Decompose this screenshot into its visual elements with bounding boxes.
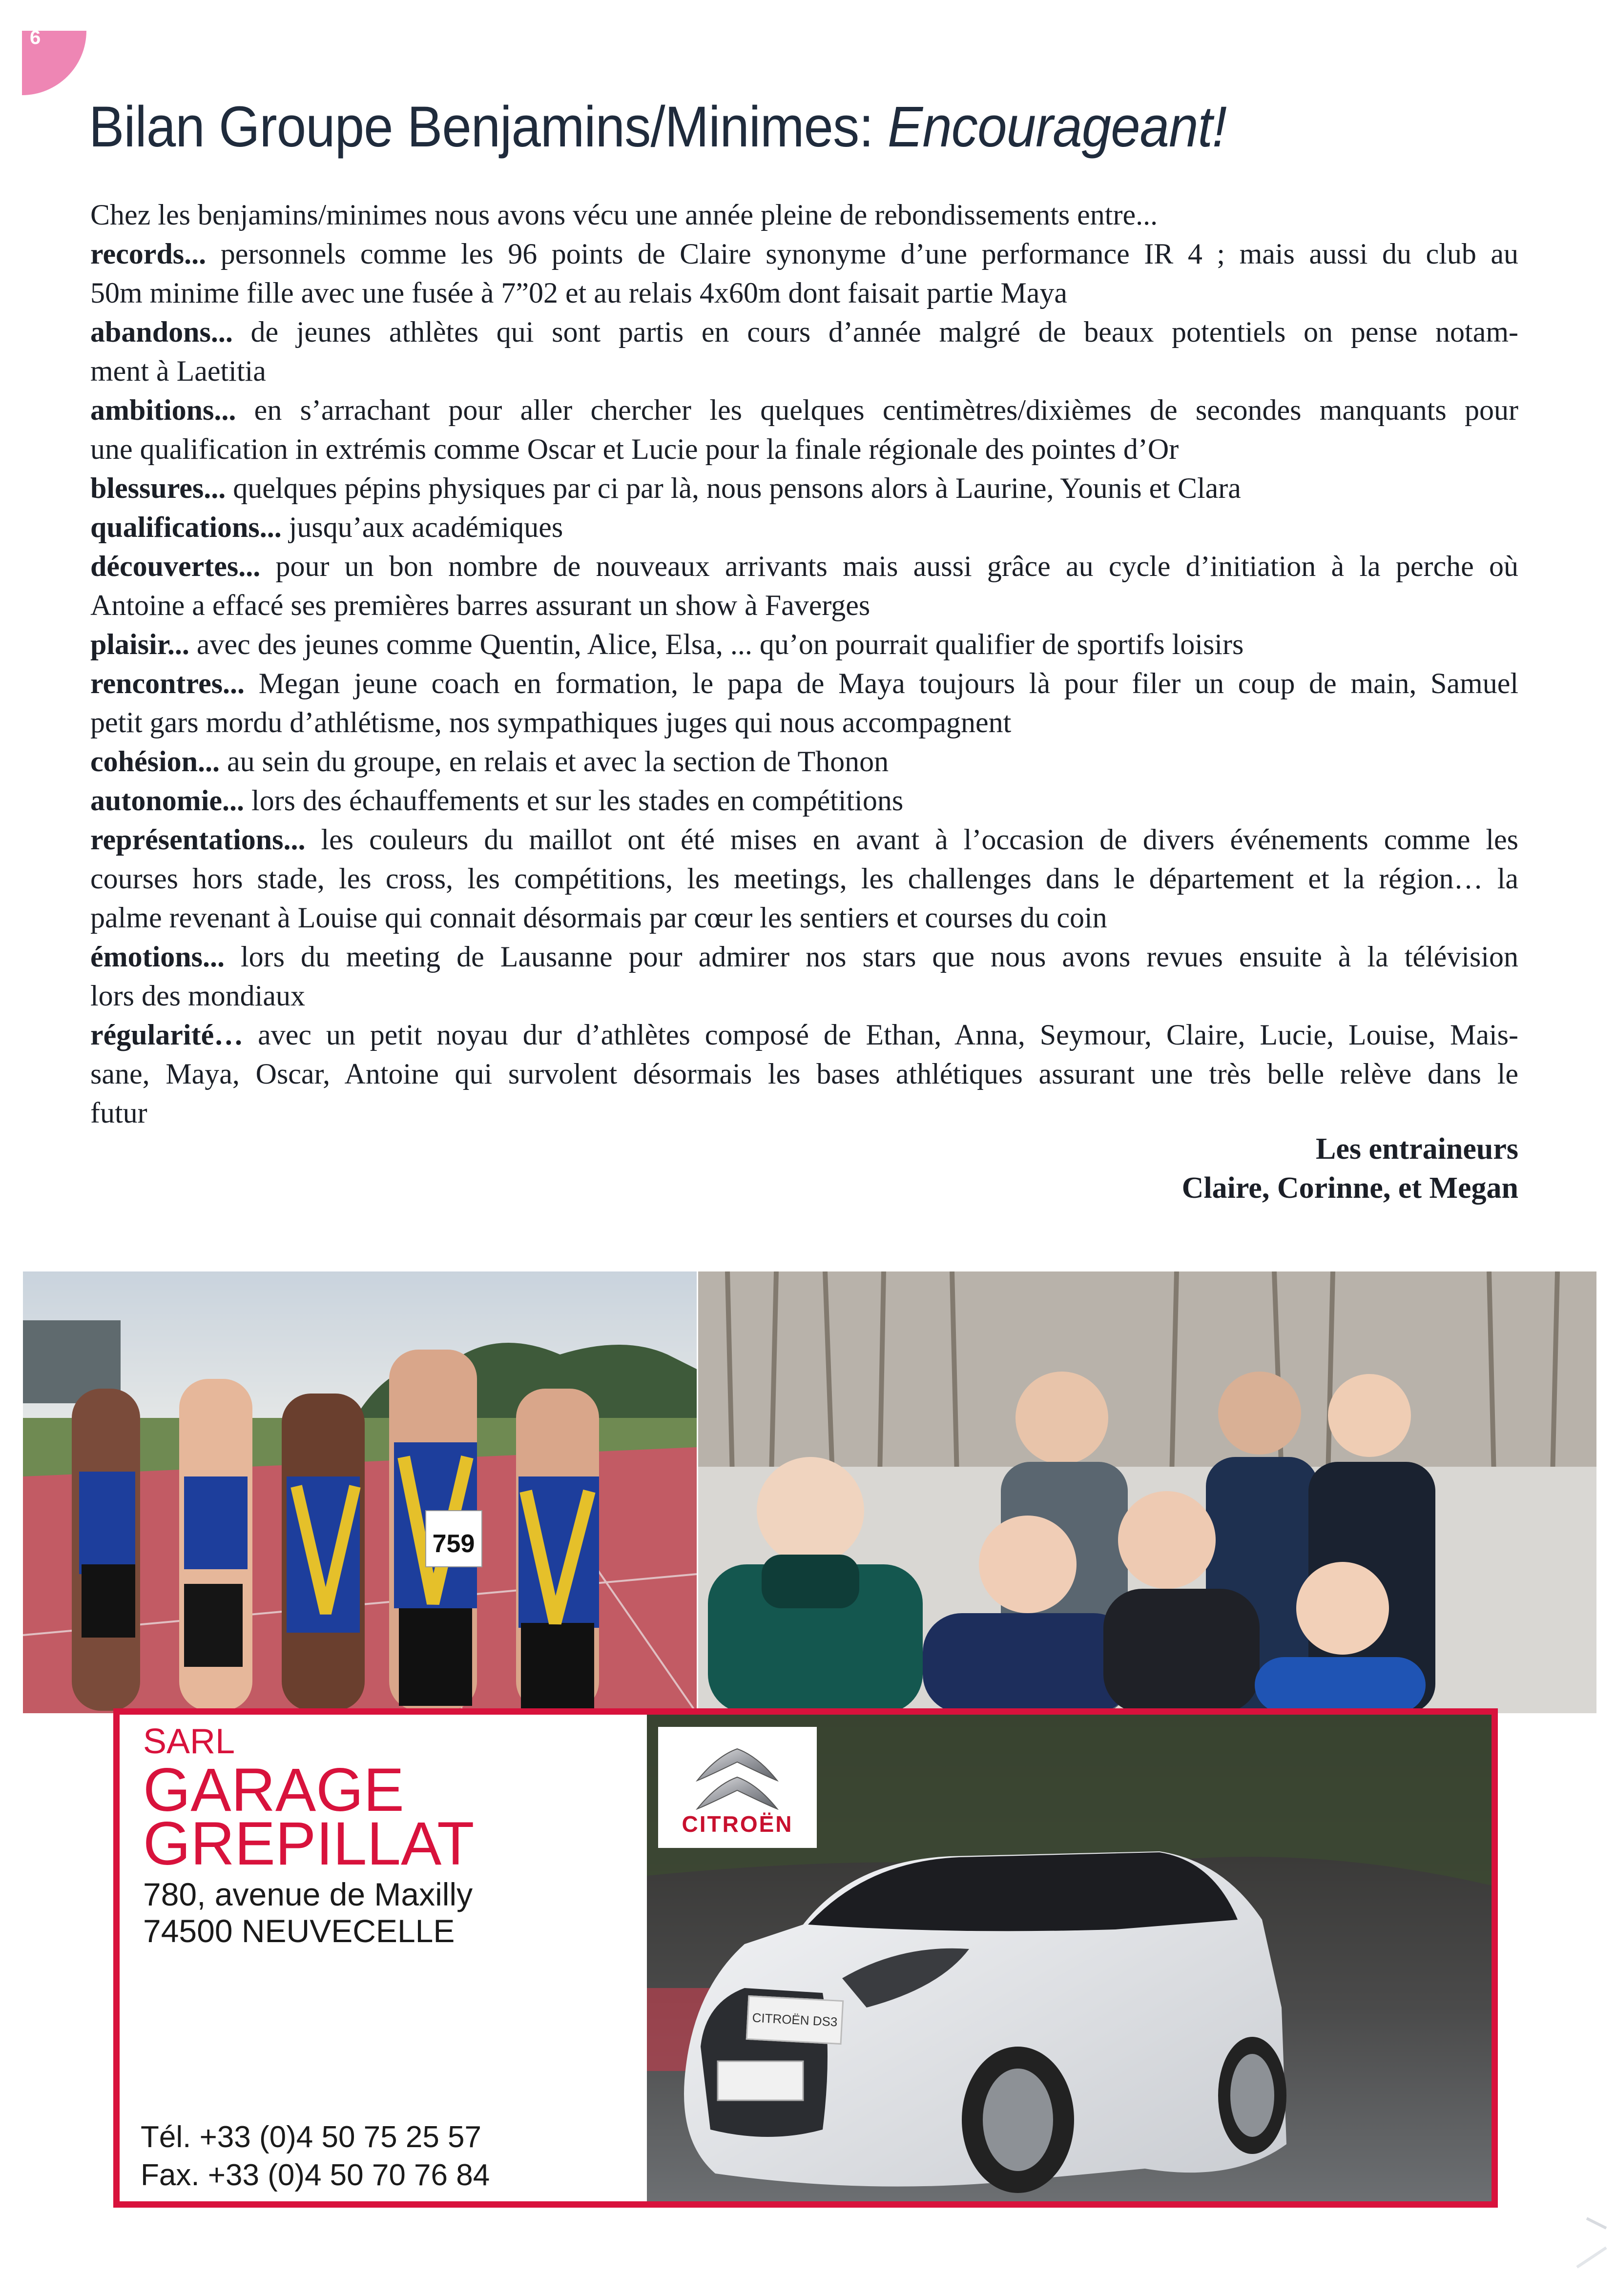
body-line-text: jusqu’aux académiques bbox=[281, 511, 563, 543]
body-line-keyword: abandons... bbox=[90, 316, 233, 348]
ad-company-type: SARL bbox=[143, 1722, 235, 1761]
body-line bbox=[90, 859, 1518, 898]
body-line-keyword: ambitions... bbox=[90, 394, 236, 426]
body-line-text: de jeunes athlètes qui sont partis en cours d’année malgré de beaux potentiels on pense notam- bbox=[232, 316, 1518, 348]
body-line-text: en s’arrachant pour aller chercher les quelques centimètres/dixièmes de secondes manquants pour bbox=[236, 394, 1518, 426]
body-line bbox=[90, 625, 1518, 664]
ad-company-name-line1: GARAGE bbox=[143, 1756, 404, 1824]
body-line bbox=[90, 234, 1518, 273]
body-line bbox=[90, 586, 1518, 625]
body-line bbox=[90, 664, 1518, 703]
body-line-text: lors du meeting de Lausanne pour admirer nos stars que nous avons revues ensuite à la télévision bbox=[224, 941, 1518, 973]
ad-car-photo bbox=[647, 1715, 1492, 2201]
body-line bbox=[90, 430, 1518, 469]
body-line-keyword: plaisir... bbox=[90, 628, 189, 660]
page-number: 6 bbox=[30, 31, 41, 48]
body-line bbox=[90, 508, 1518, 547]
ad-company-name-line2: GREPILLAT bbox=[143, 1810, 475, 1878]
body-line-keyword: rencontres... bbox=[90, 667, 245, 699]
body-line bbox=[90, 1054, 1518, 1093]
ad-phone: Tél. +33 (0)4 50 75 25 57 bbox=[141, 2120, 481, 2154]
citroen-logo bbox=[658, 1727, 817, 1848]
photo-athletes-track bbox=[23, 1271, 697, 1713]
body-line bbox=[90, 1093, 1518, 1132]
body-line-text: courses hors stade, les cross, les compétitions, les meetings, les challenges dans le département et la région… la bbox=[90, 862, 1518, 895]
signature-names: Claire, Corinne, et Megan bbox=[1181, 1171, 1518, 1205]
body-line-keyword: découvertes... bbox=[90, 550, 261, 582]
body-line bbox=[90, 781, 1518, 820]
body-line-keyword: blessures... bbox=[90, 472, 226, 504]
body-line-text: une qualification in extrémis comme Oscar et Lucie pour la finale régionale des pointes d’Or bbox=[90, 433, 1179, 465]
article-body bbox=[90, 195, 1518, 1132]
body-line-text: 50m minime fille avec une fusée à 7”02 et au relais 4x60m dont faisait partie Maya bbox=[90, 277, 1067, 309]
body-line bbox=[90, 898, 1518, 937]
body-line-text: sane, Maya, Oscar, Antoine qui survolent désormais les bases athlétiques assurant une très belle relève dans le bbox=[90, 1058, 1518, 1090]
body-line bbox=[90, 469, 1518, 508]
body-line-keyword: autonomie... bbox=[90, 784, 244, 817]
ad-fax: Fax. +33 (0)4 50 70 76 84 bbox=[141, 2158, 490, 2192]
car-plate: CITROËN DS3 bbox=[746, 1995, 844, 2045]
article-title bbox=[89, 94, 1226, 160]
citroen-wordmark: CITROËN bbox=[682, 1811, 793, 1837]
body-line bbox=[90, 195, 1518, 234]
signature bbox=[1182, 1129, 1518, 1208]
body-line-keyword: qualifications... bbox=[90, 511, 282, 543]
body-line-text: lors des mondiaux bbox=[90, 980, 305, 1012]
body-line bbox=[90, 273, 1518, 312]
title-regular: Bilan Groupe Benjamins/Minimes: bbox=[89, 95, 888, 159]
body-line bbox=[90, 976, 1518, 1015]
body-line-text: Chez les benjamins/minimes nous avons vécu une année pleine de rebondissements entre... bbox=[90, 199, 1158, 231]
body-line-text: au sein du groupe, en relais et avec la section de Thonon bbox=[220, 745, 889, 778]
body-line-keyword: émotions... bbox=[90, 941, 225, 973]
photo-athletes-track-image bbox=[23, 1271, 697, 1713]
photo-group-winter-image bbox=[698, 1271, 1596, 1713]
body-line bbox=[90, 742, 1518, 781]
title-emphasis: Encourageant! bbox=[887, 95, 1227, 159]
body-line-text: pour un bon nombre de nouveaux arrivants mais aussi grâce au cycle d’initiation à la perche où bbox=[260, 550, 1518, 582]
body-line bbox=[90, 351, 1518, 390]
body-line-text: ment à Laetitia bbox=[90, 355, 266, 387]
body-line-text: petit gars mordu d’athlétisme, nos sympathiques juges qui nous accompagnent bbox=[90, 706, 1012, 738]
body-line-text: Megan jeune coach en formation, le papa de Maya toujours là pour filer un coup de main, Samuel bbox=[245, 667, 1518, 699]
body-line-keyword: cohésion... bbox=[90, 745, 220, 778]
body-line bbox=[90, 937, 1518, 976]
body-line-text: futur bbox=[90, 1097, 147, 1129]
photo-group-winter bbox=[698, 1271, 1596, 1713]
advertisement-garage-grepillat bbox=[113, 1708, 1498, 2208]
body-line-text: lors des échauffements et sur les stades en compétitions bbox=[244, 784, 904, 817]
body-line-text: palme revenant à Louise qui connait désormais par cœur les sentiers et courses du coin bbox=[90, 902, 1107, 934]
ad-address-city: 74500 NEUVECELLE bbox=[143, 1913, 455, 1949]
page-number-tab bbox=[22, 31, 86, 95]
body-line bbox=[90, 1015, 1518, 1054]
ad-address-street: 780, avenue de Maxilly bbox=[143, 1876, 473, 1912]
body-line bbox=[90, 703, 1518, 742]
body-line-text: avec des jeunes comme Quentin, Alice, Elsa, ... qu’on pourrait qualifier de sportifs loisirs bbox=[189, 628, 1244, 660]
body-line bbox=[90, 820, 1518, 859]
body-line bbox=[90, 390, 1518, 430]
bib-number: 759 bbox=[432, 1530, 475, 1558]
scan-artifact bbox=[1567, 2209, 1611, 2272]
body-line bbox=[90, 547, 1518, 586]
body-line-text: quelques pépins physiques par ci par là, nous pensons alors à Laurine, Younis et Clara bbox=[226, 472, 1241, 504]
body-line-text: personnels comme les 96 points de Claire synonyme d’une performance IR 4 ; mais aussi du club au bbox=[206, 238, 1518, 270]
body-line-text: Antoine a effacé ses premières barres assurant un show à Faverges bbox=[90, 589, 870, 621]
body-line-keyword: records... bbox=[90, 238, 207, 270]
body-line-text: avec un petit noyau dur d’athlètes composé de Ethan, Anna, Seymour, Claire, Lucie, Louise, Mais- bbox=[243, 1019, 1518, 1051]
ad-contact-block bbox=[143, 1715, 646, 2201]
body-line-text: les couleurs du maillot ont été mises en avant à l’occasion de divers événements comme les bbox=[305, 823, 1518, 856]
body-line bbox=[90, 312, 1518, 351]
signature-role: Les entraineurs bbox=[1315, 1132, 1518, 1166]
body-line-keyword: régularité… bbox=[90, 1019, 244, 1051]
body-line-keyword: représentations... bbox=[90, 823, 306, 856]
